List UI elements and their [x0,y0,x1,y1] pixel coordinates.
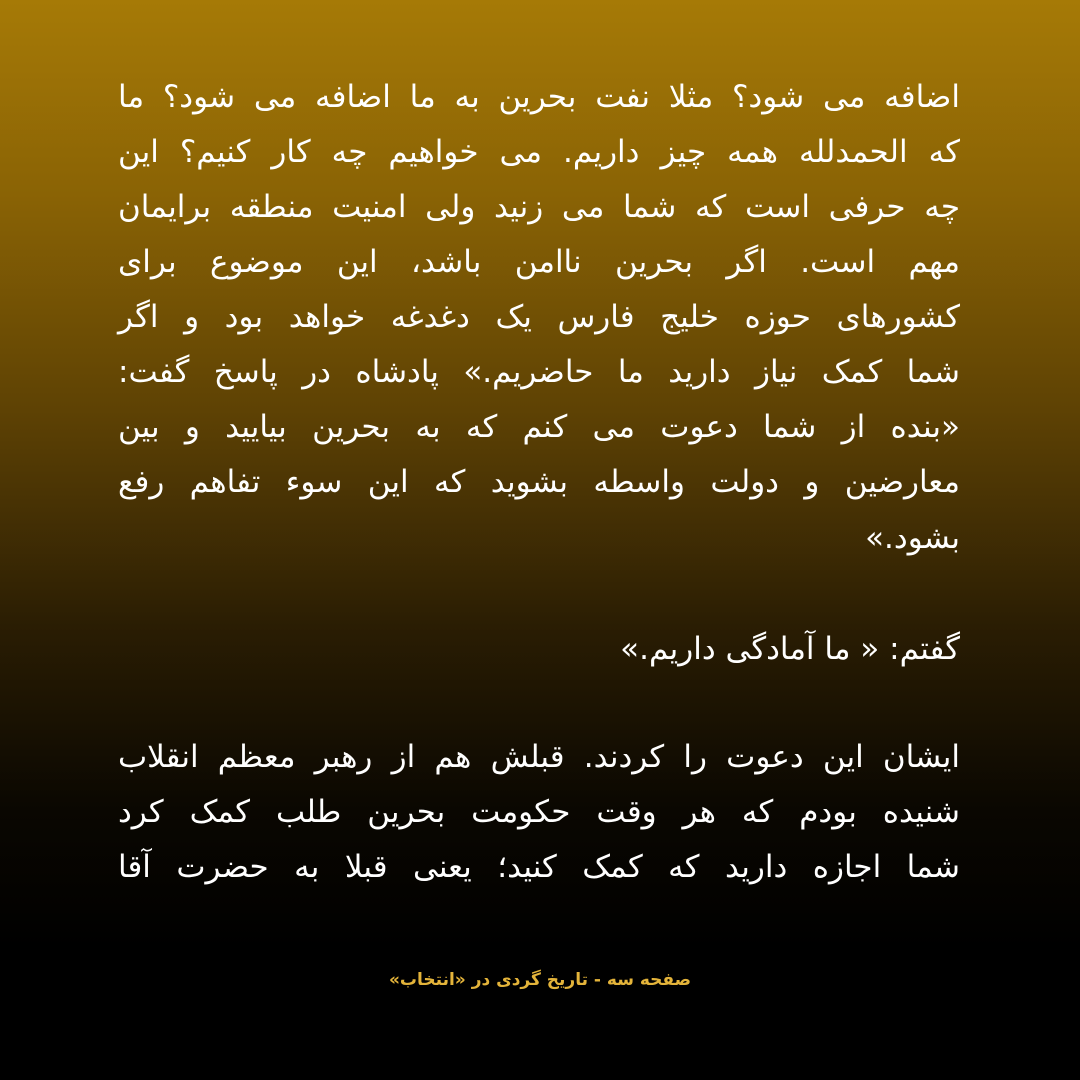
text-line: «بنده از شما دعوت می کنم که به بحرین بیایید و بین [118,409,960,445]
text-line: کشورهای حوزه خلیج فارس یک دغدغه خواهد بود و اگر [118,299,960,335]
text-line: بشود.» [865,520,960,556]
text-line: مهم است. اگر بحرین ناامن باشد، این موضوع برای [118,244,960,280]
text-line: شما کمک نیاز دارید ما حاضریم.» پادشاه در پاسخ گفت: [118,354,960,390]
text-line: که الحمدلله همه چیز داریم. می خواهیم چه کار کنیم؟ این [118,134,960,170]
text-line: ایشان این دعوت را کردند. قبلش هم از رهبر معظم انقلاب [118,739,960,775]
paragraph-2: گفتم: « ما آمادگی داریم.» [620,631,960,667]
text-line: اضافه می شود؟ مثلا نفت بحرین به ما اضافه می شود؟ ما [118,79,960,115]
page-footer-caption: صفحه سه - تاریخ گردی در «انتخاب» [388,970,692,990]
text-line: شما اجازه دارید که کمک کنید؛ یعنی قبلا به حضرت آقا [118,849,960,885]
text-line: چه حرفی است که شما می زنید ولی امنیت منطقه برایمان [118,189,960,225]
text-line: شنیده بودم که هر وقت حکومت بحرین طلب کمک کرد [118,794,960,830]
text-line: معارضین و دولت واسطه بشوید که این سوء تفاهم رفع [118,464,960,500]
